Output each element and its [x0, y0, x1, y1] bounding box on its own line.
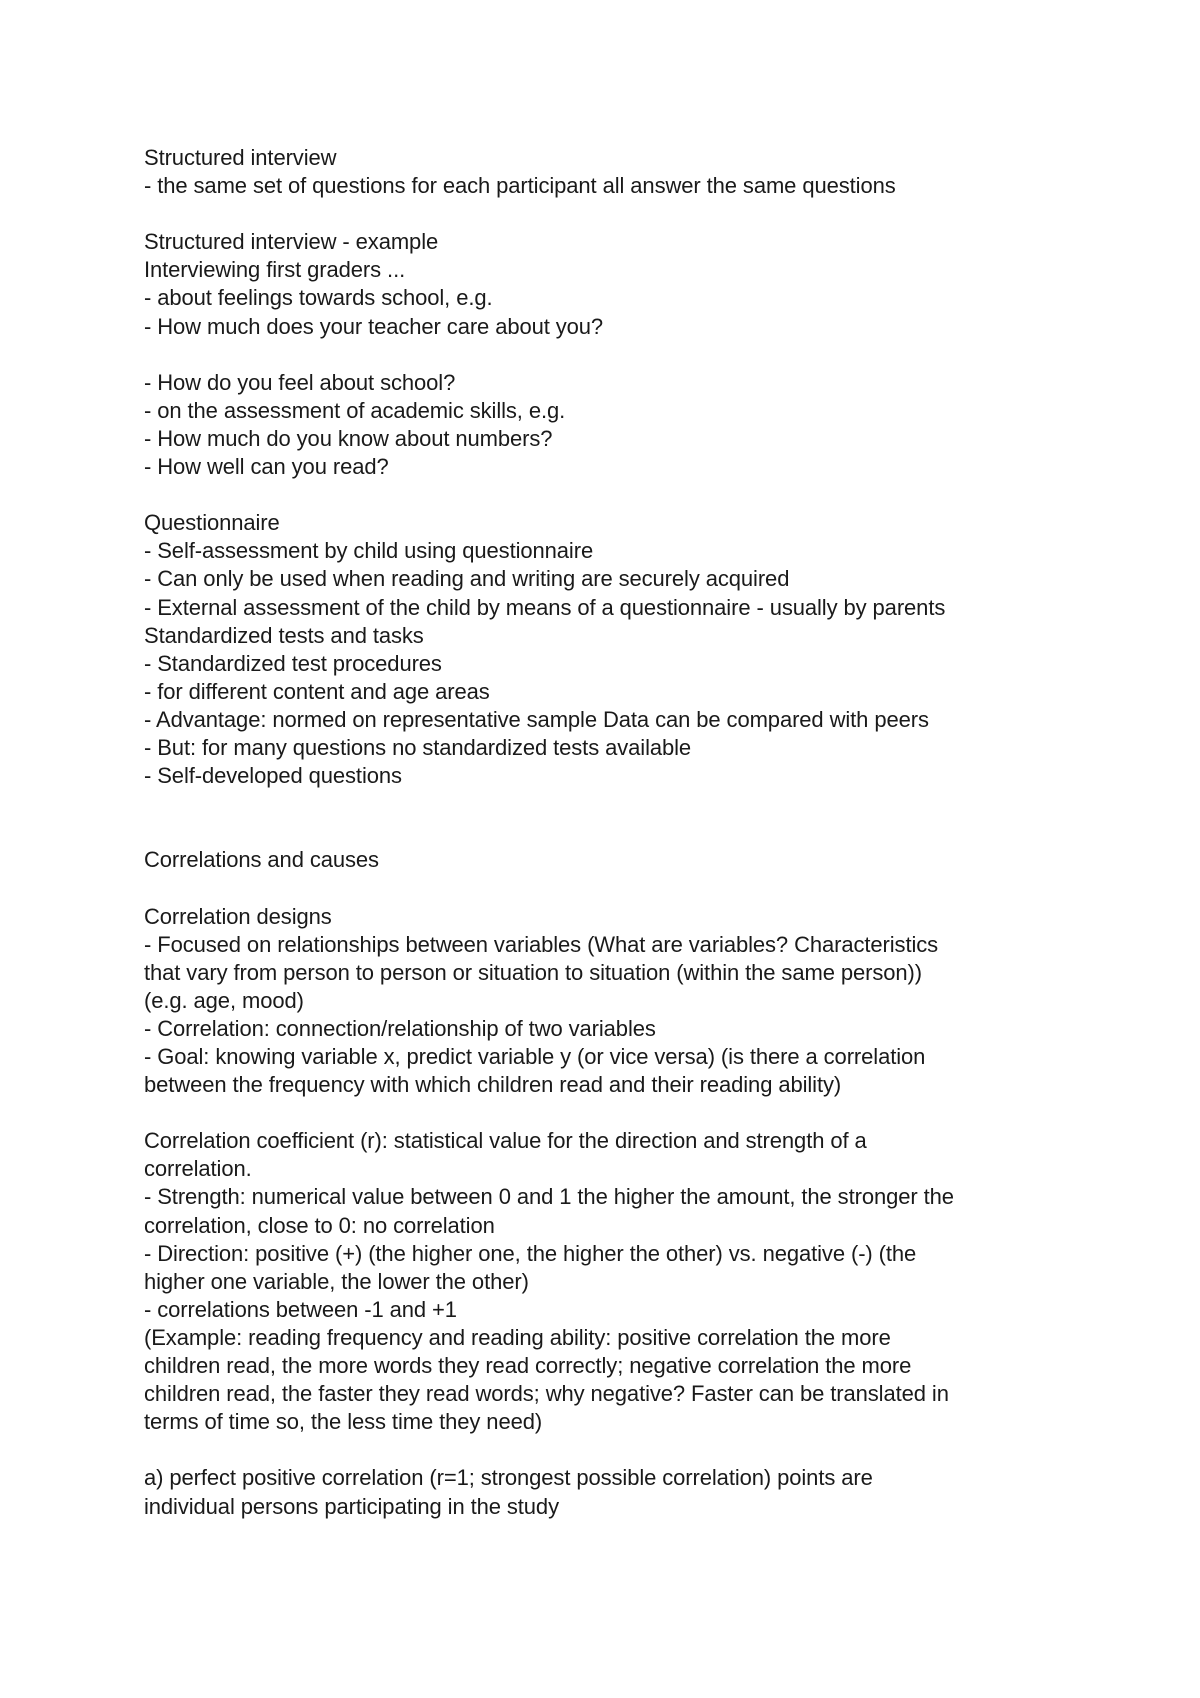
- text-line: - How much do you know about numbers?: [144, 425, 553, 451]
- paragraph-gap: [144, 790, 1064, 846]
- section-heading: Structured interview - example: [144, 229, 439, 255]
- section-example-questions: [144, 369, 1064, 481]
- text-line: - Self-assessment by child using questionnaire: [144, 538, 594, 564]
- text-line: - Advantage: normed on representative sample Data can be compared with peers: [144, 706, 929, 732]
- section-questionnaire: [144, 509, 1064, 790]
- section-correlations-and-causes: [144, 846, 1064, 874]
- text-line: - How much does your teacher care about you?: [144, 313, 604, 339]
- section-heading: Standardized tests and tasks: [144, 622, 424, 648]
- text-line: - Direction: positive (+) (the higher one, the higher the other) vs. negative (-) (the: [144, 1240, 917, 1266]
- text-line: children read, the faster they read words; why negative? Faster can be translated in: [144, 1381, 949, 1407]
- text-line: - the same set of questions for each participant all answer the same questions: [144, 173, 896, 199]
- text-line: (Example: reading frequency and reading ability: positive correlation the more: [144, 1324, 891, 1350]
- paragraph-gap: [144, 200, 1064, 228]
- text-line: children read, the more words they read correctly; negative correlation the more: [144, 1353, 912, 1379]
- text-line: - Correlation: connection/relationship of two variables: [144, 1015, 656, 1041]
- section-correlation-coefficient: [144, 1127, 1064, 1436]
- section-heading: Questionnaire: [144, 510, 280, 536]
- text-line: - External assessment of the child by means of a questionnaire - usually by parents: [144, 594, 946, 620]
- paragraph-gap: [144, 481, 1064, 509]
- section-structured-interview-example: [144, 228, 1064, 340]
- text-line: correlation.: [144, 1156, 252, 1182]
- text-line: - How well can you read?: [144, 454, 389, 480]
- text-line: a) perfect positive correlation (r=1; strongest possible correlation) points are: [144, 1465, 873, 1491]
- paragraph-gap: [144, 1099, 1064, 1127]
- text-line: - How do you feel about school?: [144, 369, 456, 395]
- section-heading: Correlations and causes: [144, 847, 379, 873]
- section-perfect-positive-correlation: [144, 1464, 1064, 1520]
- text-line: - Goal: knowing variable x, predict variable y (or vice versa) (is there a correlation: [144, 1044, 926, 1069]
- text-line: - correlations between -1 and +1: [144, 1296, 457, 1322]
- text-line: - Self-developed questions: [144, 763, 402, 789]
- document-body: [144, 144, 1064, 1521]
- text-line: (e.g. age, mood): [144, 987, 304, 1013]
- text-line: - Standardized test procedures: [144, 650, 442, 676]
- text-line: - Can only be used when reading and writing are securely acquired: [144, 566, 790, 592]
- section-heading: Correlation designs: [144, 903, 332, 929]
- text-line: - for different content and age areas: [144, 678, 490, 704]
- text-line: that vary from person to person or situation to situation (within the same person)): [144, 959, 922, 985]
- text-line: Interviewing first graders ...: [144, 257, 406, 283]
- text-line: individual persons participating in the study: [144, 1493, 559, 1519]
- text-line: - Focused on relationships between variables (What are variables? Characteristics: [144, 931, 939, 957]
- section-heading: Structured interview: [144, 145, 337, 170]
- text-line: - But: for many questions no standardized tests available: [144, 734, 692, 760]
- text-line: between the frequency with which children read and their reading ability): [144, 1072, 842, 1098]
- text-line: - on the assessment of academic skills, e.g.: [144, 397, 566, 423]
- paragraph-gap: [144, 1436, 1064, 1464]
- section-structured-interview: [144, 144, 1064, 200]
- text-line: - Strength: numerical value between 0 and 1 the higher the amount, the stronger the: [144, 1184, 954, 1210]
- text-line: correlation, close to 0: no correlation: [144, 1212, 495, 1238]
- text-line: Correlation coefficient (r): statistical value for the direction and strength of a: [144, 1128, 867, 1154]
- paragraph-gap: [144, 874, 1064, 902]
- text-line: terms of time so, the less time they need): [144, 1409, 543, 1435]
- text-line: higher one variable, the lower the other): [144, 1268, 529, 1294]
- section-correlation-designs: [144, 903, 1064, 1100]
- text-line: - about feelings towards school, e.g.: [144, 285, 493, 311]
- paragraph-gap: [144, 341, 1064, 369]
